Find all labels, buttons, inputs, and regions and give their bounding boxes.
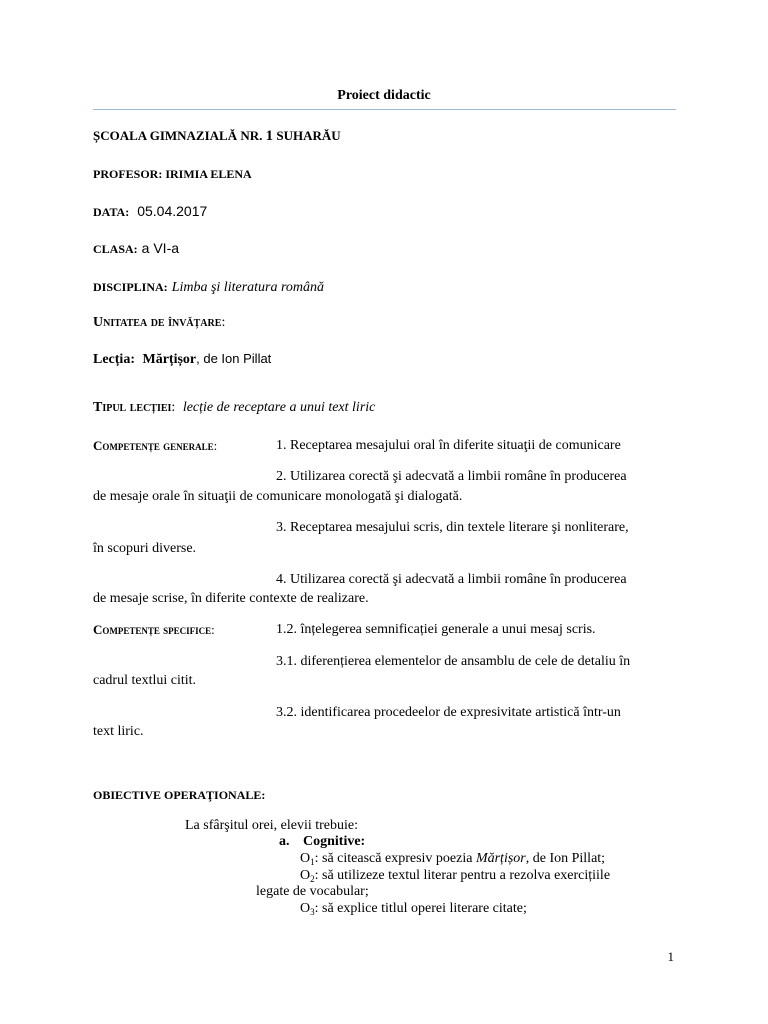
- general-competences-colon: :: [213, 438, 218, 453]
- general-competence-4: 4. Utilizarea corectă şi adecvată a limbii române în producerea: [276, 572, 627, 587]
- discipline-line: [93, 278, 324, 296]
- o1-post: , de Ion Pillat;: [525, 851, 606, 866]
- general-competence-1: 1. Receptarea mesajului oral în diferite situaţii de comunicare: [276, 438, 621, 453]
- o2-code: O: [300, 868, 311, 883]
- o3-sub: 3: [310, 907, 315, 917]
- objective-o1: [300, 851, 605, 867]
- date-line: [93, 203, 207, 221]
- o1-code: O: [300, 851, 311, 866]
- cognitive-label: Cognitive:: [303, 834, 366, 849]
- class-label: CLASA:: [93, 242, 138, 256]
- objective-o2: [300, 868, 610, 884]
- school-name: SUHARĂU: [276, 128, 341, 143]
- specific-competence-1: 1.2. înțelegerea semnificației generale a unui mesaj scris.: [276, 622, 596, 637]
- school-label: ȘCOALA GIMNAZIALĂ NR.: [93, 128, 263, 143]
- general-competences-heading: [93, 438, 217, 454]
- specific-competences-heading: [93, 622, 215, 638]
- lesson-author: , de Ion Pillat: [196, 351, 272, 366]
- class-line: [93, 240, 179, 258]
- general-competence-2: 2. Utilizarea corectă şi adecvată a limbii române în producerea: [276, 469, 627, 484]
- unit-line: [93, 315, 225, 331]
- specific-competence-2: 3.1. diferențierea elementelor de ansamblu de cele de detaliu în: [276, 654, 631, 669]
- lesson-type-colon: :: [171, 400, 176, 415]
- unit-label: Unitatea de învățare: [93, 315, 222, 330]
- specific-competence-3: 3.2. identificarea procedeelor de expresivitate artistică într-un: [276, 705, 621, 720]
- class-value: a VI-a: [141, 240, 180, 256]
- o2-text: : să utilizeze textul literar pentru a rezolva exercițiile: [314, 868, 611, 883]
- o1-pre: : să citească expresiv poezia: [314, 851, 476, 866]
- general-competences-label: Competențe generale: [93, 438, 214, 453]
- specific-competences-colon: :: [211, 622, 215, 637]
- general-competence-3-cont: în scopuri diverse.: [93, 541, 197, 556]
- lesson-type-value: lecție de receptare a unui text liric: [182, 400, 376, 415]
- school-number: 1: [265, 128, 274, 144]
- page-number: 1: [667, 949, 674, 964]
- objective-o2-cont: legate de vocabular;: [256, 884, 369, 899]
- lesson-line: [93, 351, 271, 368]
- lesson-label: Lecția:: [93, 352, 135, 367]
- teacher-line: [93, 167, 252, 182]
- discipline-label: DISCIPLINA:: [93, 280, 168, 294]
- specific-competences-label: Competențe specifice: [93, 622, 212, 637]
- objectives-heading: OBIECTIVE OPERAŢIONALE:: [93, 788, 266, 802]
- cognitive-heading: [279, 834, 365, 850]
- general-competence-3: 3. Receptarea mesajului scris, din textele literare şi nonliterare,: [276, 520, 629, 535]
- teacher-value: IRIMIA ELENA: [165, 167, 252, 181]
- cognitive-marker: a.: [279, 834, 290, 849]
- o3-code: O: [300, 901, 311, 916]
- specific-competence-2-cont: cadrul textlui citit.: [93, 673, 197, 688]
- general-competence-2-cont: de mesaje orale în situaţii de comunicare monologată şi dialogată.: [93, 489, 463, 504]
- document-title: Proiect didactic: [337, 88, 431, 103]
- school-line: [93, 128, 341, 145]
- o1-sub: 1: [310, 857, 315, 867]
- date-value: 05.04.2017: [137, 203, 208, 219]
- lesson-type-line: [93, 400, 375, 416]
- lesson-title: Mărțișor: [142, 352, 197, 367]
- o3-text: : să explice titlul operei literare citate;: [314, 901, 527, 916]
- lesson-type-label: Tipul lecției: [93, 400, 172, 415]
- teacher-label: PROFESOR:: [93, 167, 163, 181]
- title-rule: [93, 109, 676, 110]
- specific-competence-3-cont: text liric.: [93, 724, 144, 739]
- objective-o3: [300, 901, 527, 917]
- objectives-intro: La sfârşitul orei, elevii trebuie:: [185, 818, 358, 833]
- general-competence-4-cont: de mesaje scrise, în diferite contexte de realizare.: [93, 591, 369, 606]
- o2-sub: 2: [310, 874, 315, 884]
- o1-title: Mărțișor: [475, 851, 526, 866]
- date-label: DATA:: [93, 205, 130, 219]
- unit-colon: :: [221, 315, 226, 330]
- discipline-value: Limba şi literatura română: [171, 280, 325, 295]
